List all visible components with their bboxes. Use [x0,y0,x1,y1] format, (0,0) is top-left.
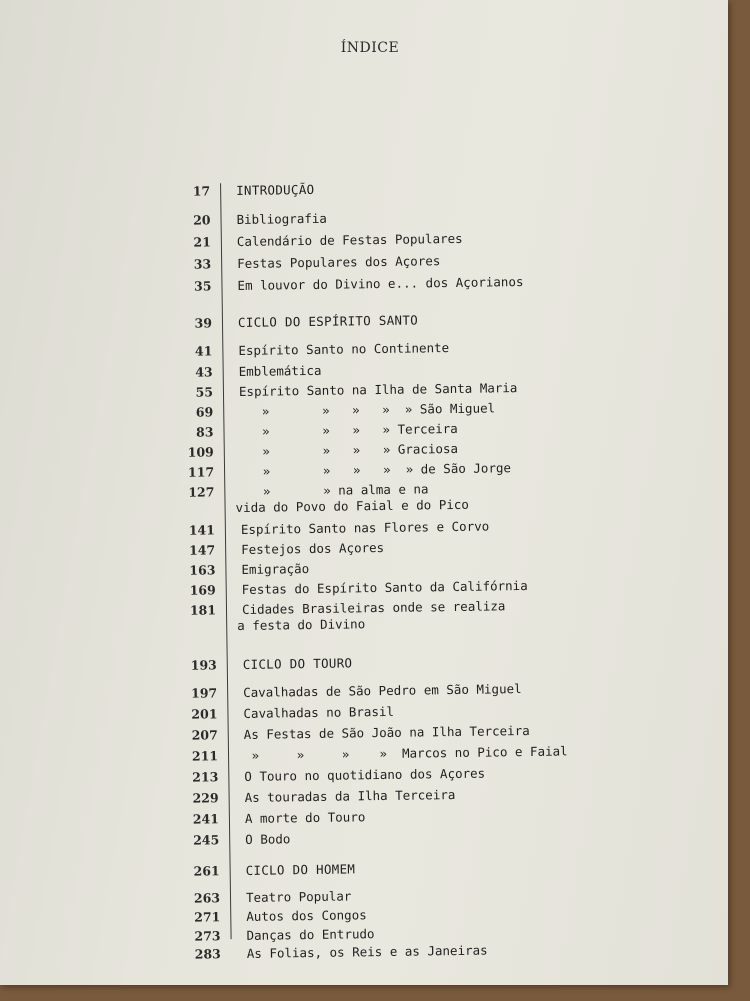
page-number: 117 [187,464,215,480]
toc-entry [175,885,575,906]
entry-title: Cavalhadas de São Pedro em São Miguel [243,681,522,700]
entry-title: Em louvor do Divino e... dos Açorianos [237,274,524,293]
toc-entry [167,310,567,331]
toc-entry [170,517,570,538]
toc-entry [174,785,574,806]
entry-title: Autos dos Congos [246,907,367,924]
toc-entry [173,722,573,743]
page-number: 147 [188,542,216,558]
toc-entry [175,904,575,925]
page-number: 21 [193,234,211,250]
entry-title: Teatro Popular [245,888,352,905]
entry-title: » » » » Marcos no Pico e Faial [243,743,568,763]
page-number: 261 [193,863,220,879]
entry-title: Cavalhadas no Brasil [243,703,395,721]
toc-entry [165,207,565,228]
entry-title: Cidades Brasileiras onde se realiza [241,598,506,617]
page-number: 207 [191,727,218,743]
page-number: 193 [190,657,217,673]
page-number: 109 [187,444,214,460]
entry-title: Espírito Santo no Continente [238,340,450,358]
entry-title: As Folias, os Reis e as Janeiras [246,942,488,961]
page-number: 197 [190,685,218,701]
entry-title: As touradas da Ilha Terceira [244,787,456,805]
toc-entry [166,273,566,294]
entry-title: O Bodo [245,831,291,847]
entry-title: INTRODUÇÃO [236,181,315,199]
toc-entry [173,743,573,764]
entry-title: » » na alma e na [240,481,429,499]
entry-title: Calendário de Festas Populares [236,230,463,250]
page-number: 69 [195,404,214,420]
entry-title: A morte do Touro [244,809,366,826]
vertical-rule [220,183,232,939]
toc-entry [174,806,574,827]
entry-title: Festas do Espírito Santo da Califórnia [241,577,528,597]
page-number: 211 [191,748,219,764]
toc-entry [166,229,566,250]
page-number: 241 [192,811,220,827]
page-number: 283 [194,946,221,962]
toc-entry [171,597,571,634]
page-number: 20 [193,212,211,228]
page-number: 83 [196,424,214,440]
toc-entry [168,399,568,420]
toc-entry [175,923,575,944]
page-number: 33 [193,256,212,272]
page-number: 55 [195,384,214,400]
page-number: 213 [192,769,219,785]
entry-title: » » » » Graciosa [239,440,459,459]
page-number: 41 [194,343,213,359]
toc-entry [172,680,572,701]
entry-title: As Festas de São João na Ilha Terceira [243,722,530,742]
entry-title: CICLO DO TOURO [242,655,353,672]
entry-title: CICLO DO ESPÍRITO SANTO [237,312,419,330]
toc-entry [165,178,565,199]
page-number: 169 [189,582,216,598]
page-number: 271 [194,909,221,925]
entry-title-continued: a festa do Divino [237,616,366,634]
entry-title: Festejos dos Açores [241,539,385,557]
entry-title: Espírito Santo nas Flores e Corvo [240,518,490,537]
toc-entry [168,379,568,400]
toc-entry [168,359,568,380]
toc-entry [172,701,572,722]
toc-entry [167,338,567,359]
toc-entry [168,419,568,440]
entry-title: » » » » Terceira [239,420,458,439]
toc-entry [175,858,575,879]
page-number: 263 [193,890,221,906]
page-number: 245 [193,832,220,848]
page-number: 181 [189,602,217,618]
entry-title: Espírito Santo na Ilha de Santa Maria [238,380,518,399]
page-number: 201 [191,706,218,722]
entry-title: » » » » » de São Jorge [239,460,512,479]
page-number: 141 [188,522,215,538]
toc-entry [166,251,566,272]
page-number: 35 [193,278,212,294]
entry-title: » » » » » São Miguel [239,400,496,419]
toc-entry [169,439,569,460]
entry-title: Bibliografia [236,210,327,228]
toc-entry [169,459,569,480]
page-number: 43 [195,364,213,380]
page-number: 127 [188,484,215,500]
toc-entry [171,577,571,598]
toc-entry [176,941,576,962]
entry-title-continued: vida do Povo do Faial e do Pico [235,496,469,516]
toc-entry [173,764,573,785]
toc-entry [170,557,570,578]
table-of-contents [165,174,576,962]
toc-entry [172,652,572,673]
entry-title: Festas Populares dos Açores [237,253,441,271]
page-title: ÍNDICE [340,40,400,56]
entry-title: Emigração [241,561,310,577]
page-number: 17 [192,183,211,199]
entry-title: CICLO DO HOMEM [245,861,356,878]
page-number: 229 [192,790,219,806]
toc-entry [170,537,570,558]
page-number: 273 [194,928,221,944]
toc-entry [169,479,569,516]
page-number: 39 [194,315,213,331]
toc-entry [174,827,574,848]
entry-title: Emblemática [238,362,322,379]
entry-title: Danças do Entrudo [246,926,375,943]
page-number: 163 [189,562,216,578]
entry-title: O Touro no quotidiano dos Açores [244,765,486,784]
